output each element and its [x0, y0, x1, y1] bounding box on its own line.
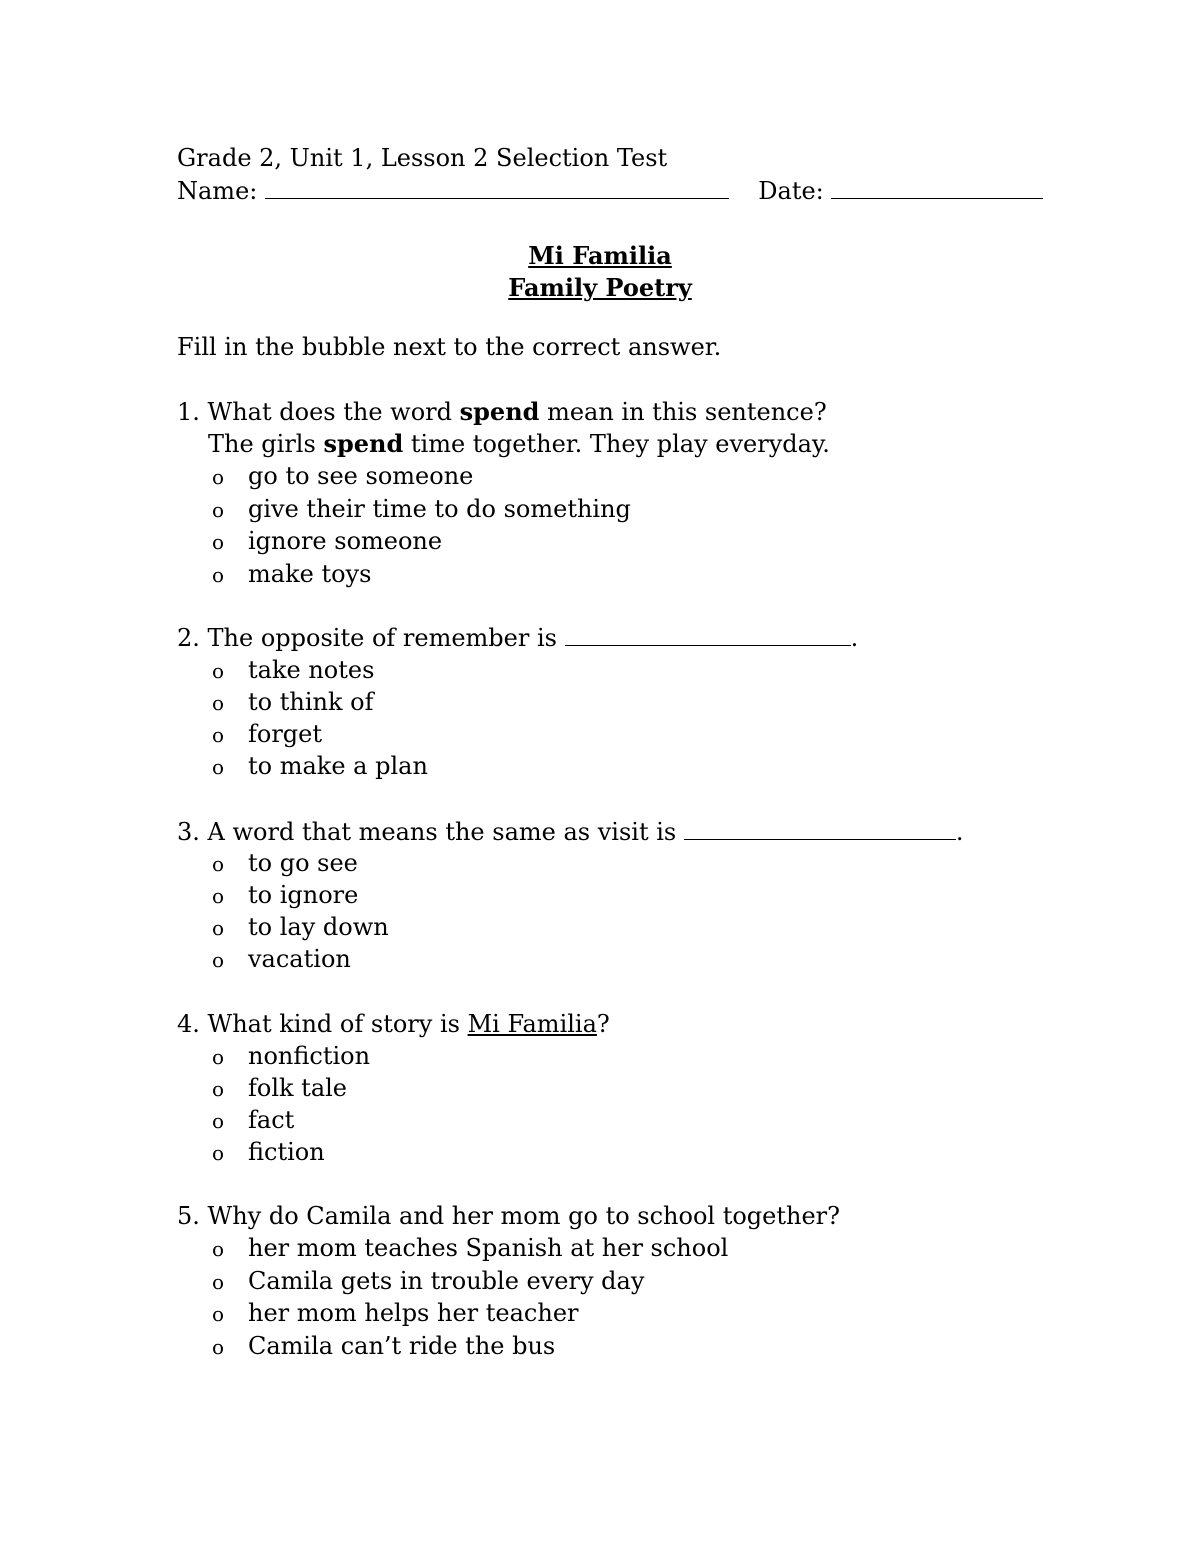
option-label: to make a plan — [248, 752, 428, 780]
question-number: 3. — [177, 818, 200, 846]
answer-option[interactable] — [212, 1040, 370, 1073]
bubble-icon[interactable]: o — [212, 691, 225, 715]
answer-option[interactable] — [212, 847, 358, 880]
bubble-icon[interactable]: o — [212, 530, 225, 554]
question-punctuation: . — [850, 624, 859, 652]
bubble-icon[interactable]: o — [212, 465, 225, 489]
bubble-icon[interactable]: o — [212, 498, 225, 522]
bubble-icon[interactable]: o — [212, 563, 225, 587]
question-text: What kind of story is — [207, 1010, 460, 1038]
option-label: to think of — [248, 688, 374, 716]
answer-option[interactable] — [212, 943, 351, 976]
question-text: What does the word — [207, 398, 452, 426]
name-date-row — [177, 174, 1043, 207]
question-text: Why do Camila and her mom go to school together? — [207, 1202, 841, 1230]
date-label: Date: — [758, 177, 824, 205]
story-title-reference: Mi Familia — [467, 1010, 597, 1038]
question-text: A word that means the same as visit is — [207, 818, 677, 846]
option-label: Camila can’t ride the bus — [248, 1332, 556, 1360]
option-label: ignore someone — [248, 527, 443, 555]
answer-option[interactable] — [212, 1136, 325, 1169]
bubble-icon[interactable]: o — [212, 884, 225, 908]
question-number: 1. — [177, 398, 200, 426]
bubble-icon[interactable]: o — [212, 948, 225, 972]
answer-option[interactable] — [212, 1232, 728, 1265]
question-1-sentence — [208, 428, 830, 460]
bubble-icon[interactable]: o — [212, 916, 225, 940]
option-label: folk tale — [248, 1074, 348, 1102]
question-5 — [177, 1200, 840, 1232]
test-title: Grade 2, Unit 1, Lesson 2 Selection Test — [177, 144, 668, 172]
answer-option[interactable] — [212, 1072, 347, 1105]
story-subtitle: Family Poetry — [508, 273, 692, 302]
bubble-icon[interactable]: o — [212, 1302, 225, 1326]
bubble-icon[interactable]: o — [212, 1109, 225, 1133]
answer-option[interactable] — [212, 493, 631, 526]
name-blank[interactable] — [265, 174, 729, 199]
option-label: Camila gets in trouble every day — [248, 1267, 645, 1295]
option-label: to lay down — [248, 913, 389, 941]
answer-option[interactable] — [212, 911, 389, 944]
sentence-text: The girls — [208, 430, 316, 458]
question-2 — [177, 621, 858, 654]
answer-option[interactable] — [212, 1297, 579, 1330]
instructions: Fill in the bubble next to the correct answer. — [177, 333, 722, 361]
question-number: 5. — [177, 1202, 200, 1230]
option-label: forget — [248, 720, 323, 748]
question-number: 4. — [177, 1010, 200, 1038]
bubble-icon[interactable]: o — [212, 723, 225, 747]
sentence-text: time together. They play everyday. — [410, 430, 830, 458]
answer-option[interactable] — [212, 558, 371, 591]
bubble-icon[interactable]: o — [212, 1045, 225, 1069]
bubble-icon[interactable]: o — [212, 1270, 225, 1294]
option-label: her mom teaches Spanish at her school — [248, 1234, 729, 1262]
answer-option[interactable] — [212, 525, 442, 558]
question-text: mean in this sentence? — [547, 398, 827, 426]
option-label: nonfiction — [248, 1042, 371, 1070]
bubble-icon[interactable]: o — [212, 1237, 225, 1261]
bubble-icon[interactable]: o — [212, 1335, 225, 1359]
bubble-icon[interactable]: o — [212, 1141, 225, 1165]
sentence-keyword: spend — [323, 429, 404, 458]
option-label: take notes — [248, 656, 375, 684]
option-label: make toys — [248, 560, 372, 588]
bubble-icon[interactable]: o — [212, 755, 225, 779]
date-blank[interactable] — [831, 174, 1043, 199]
answer-option[interactable] — [212, 750, 428, 783]
bubble-icon[interactable]: o — [212, 1077, 225, 1101]
answer-blank[interactable] — [684, 815, 956, 840]
story-title: Mi Familia — [528, 241, 672, 270]
question-punctuation: . — [955, 818, 964, 846]
name-label: Name: — [177, 177, 258, 205]
question-keyword: spend — [459, 397, 540, 426]
option-label: fact — [248, 1106, 295, 1134]
question-1 — [177, 396, 827, 428]
option-label: to ignore — [248, 881, 359, 909]
answer-option[interactable] — [212, 879, 358, 912]
option-label: give their time to do something — [248, 495, 631, 523]
question-4 — [177, 1008, 610, 1040]
option-label: her mom helps her teacher — [248, 1299, 579, 1327]
answer-blank[interactable] — [565, 621, 851, 646]
answer-option[interactable] — [212, 718, 322, 751]
answer-option[interactable] — [212, 460, 473, 493]
answer-option[interactable] — [212, 1104, 294, 1137]
answer-option[interactable] — [212, 686, 373, 719]
question-text: The opposite of remember is — [207, 624, 557, 652]
question-number: 2. — [177, 624, 200, 652]
question-3 — [177, 815, 964, 848]
answer-option[interactable] — [212, 1330, 555, 1363]
answer-option[interactable] — [212, 654, 374, 687]
option-label: fiction — [248, 1138, 325, 1166]
answer-option[interactable] — [212, 1265, 644, 1298]
bubble-icon[interactable]: o — [212, 659, 225, 683]
option-label: to go see — [248, 849, 358, 877]
question-punctuation: ? — [596, 1010, 610, 1038]
bubble-icon[interactable]: o — [212, 852, 225, 876]
option-label: go to see someone — [248, 462, 474, 490]
option-label: vacation — [248, 945, 351, 973]
